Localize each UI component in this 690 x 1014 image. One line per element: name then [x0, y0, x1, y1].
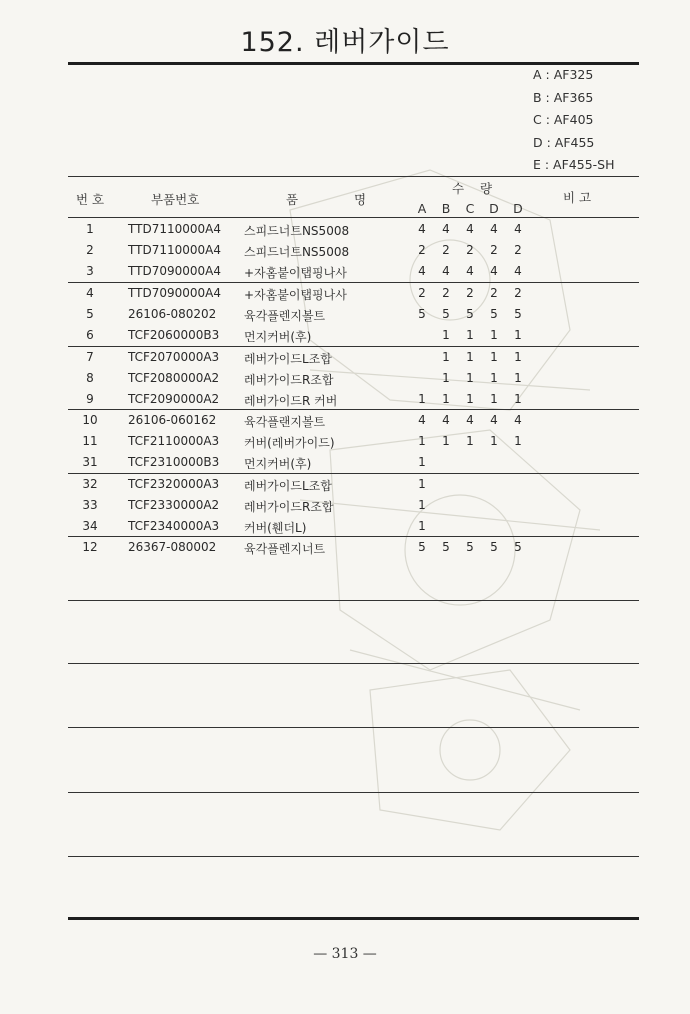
model-a: A : AF325 — [533, 67, 594, 82]
bottom-rule — [68, 917, 639, 920]
table-row — [68, 348, 639, 369]
header-rule — [68, 217, 639, 218]
model-legend — [533, 66, 615, 179]
qty-a: 4 — [418, 413, 426, 427]
qty-e: 4 — [514, 222, 522, 236]
row-name: +자홈붙이탭핑나사 — [244, 266, 347, 280]
header-qty-2: 량 — [480, 181, 493, 196]
qty-c: 5 — [466, 307, 474, 321]
header-qty-col: D — [513, 201, 523, 216]
model-d: D : AF455 — [533, 134, 595, 150]
row-part-no: TCF2320000A3 — [128, 477, 220, 491]
row-part-no: TCF2060000B3 — [128, 328, 220, 342]
qty-c: 4 — [466, 222, 474, 236]
qty-d: 1 — [490, 350, 498, 364]
qty-d: 4 — [490, 413, 498, 427]
title-rule — [68, 62, 639, 65]
row-part-no: TTD7090000A4 — [128, 286, 221, 300]
table-row — [68, 284, 639, 305]
qty-c: 5 — [466, 540, 474, 554]
blank-rule — [68, 792, 639, 793]
model-c: C : AF405 — [533, 112, 594, 127]
qty-c: 1 — [466, 371, 474, 385]
qty-b: 1 — [442, 371, 450, 385]
table-row — [68, 453, 639, 474]
blank-rule — [68, 663, 639, 664]
row-part-no: TCF2110000A3 — [128, 434, 220, 448]
row-name: 레버가이드R조합 — [244, 500, 334, 514]
qty-e: 4 — [514, 413, 522, 427]
model-e: E : AF455-SH — [533, 157, 615, 172]
qty-d: 5 — [490, 307, 498, 321]
page-title: 152. 레버가이드 — [240, 27, 450, 58]
row-no: 10 — [82, 413, 98, 427]
table-row — [68, 411, 639, 432]
qty-d: 4 — [490, 222, 498, 236]
qty-e: 4 — [514, 264, 522, 278]
blank-rule — [68, 856, 639, 857]
row-name: 커버(레버가이드) — [244, 436, 335, 450]
row-no: 1 — [86, 222, 94, 236]
qty-e: 1 — [514, 350, 522, 364]
row-name: 육각플렌지볼트 — [244, 309, 326, 323]
row-name: +자홈붙이탭핑나사 — [244, 288, 347, 302]
qty-b: 4 — [442, 264, 450, 278]
row-no: 8 — [86, 371, 94, 385]
qty-a: 4 — [418, 222, 426, 236]
group-rule — [68, 409, 639, 410]
qty-e: 1 — [514, 434, 522, 448]
qty-a: 1 — [418, 434, 426, 448]
header-qty-col: A — [417, 201, 427, 216]
row-no: 11 — [82, 434, 98, 448]
qty-e: 1 — [514, 328, 522, 342]
qty-e: 2 — [514, 243, 522, 257]
qty-a: 1 — [418, 519, 426, 533]
qty-a: 1 — [418, 455, 426, 469]
row-name: 레버가이드L조합 — [244, 352, 332, 366]
table-row — [68, 496, 639, 517]
qty-b: 5 — [442, 307, 450, 321]
table-row — [68, 517, 639, 538]
qty-c: 1 — [466, 328, 474, 342]
row-name: 스피드너트NS5008 — [244, 245, 350, 259]
table-row — [68, 390, 639, 411]
qty-b: 2 — [442, 286, 450, 300]
header-name-1: 품 — [286, 192, 299, 207]
row-no: 12 — [82, 540, 98, 554]
qty-d: 2 — [490, 286, 498, 300]
row-no: 3 — [86, 264, 94, 278]
row-no: 7 — [86, 350, 94, 364]
qty-b: 4 — [442, 413, 450, 427]
qty-d: 5 — [490, 540, 498, 554]
table-row — [68, 369, 639, 390]
qty-c: 1 — [466, 434, 474, 448]
row-no: 9 — [86, 392, 94, 406]
row-no: 33 — [82, 498, 98, 512]
qty-c: 2 — [466, 286, 474, 300]
qty-b: 1 — [442, 328, 450, 342]
qty-d: 1 — [490, 392, 498, 406]
header-qty-col: C — [465, 201, 475, 216]
row-part-no: TTD7110000A4 — [128, 222, 221, 236]
row-part-no: TCF2310000B3 — [128, 455, 220, 469]
qty-a: 5 — [418, 307, 426, 321]
qty-a: 4 — [418, 264, 426, 278]
header-qty-1: 수 — [452, 181, 465, 196]
header-name-2: 명 — [354, 192, 367, 207]
header-remark: 비 고 — [563, 190, 592, 205]
table-row — [68, 241, 639, 262]
row-no: 6 — [86, 328, 94, 342]
table-row — [68, 326, 639, 347]
row-name: 육각플렌지너트 — [244, 542, 326, 556]
qty-d: 2 — [490, 243, 498, 257]
qty-a: 1 — [418, 477, 426, 491]
header-qty-col: B — [441, 201, 451, 216]
row-no: 31 — [82, 455, 98, 469]
table-row — [68, 220, 639, 241]
row-part-no: TTD7110000A4 — [128, 243, 221, 257]
qty-c: 1 — [466, 350, 474, 364]
row-part-no: TCF2330000A2 — [128, 498, 220, 512]
row-name: 레버가이드L조합 — [244, 479, 332, 493]
qty-a: 1 — [418, 498, 426, 512]
qty-c: 2 — [466, 243, 474, 257]
row-name: 육각플랜지볼트 — [244, 415, 326, 429]
row-name: 먼지커버(후) — [244, 330, 312, 344]
group-rule — [68, 282, 639, 283]
row-no: 2 — [86, 243, 94, 257]
group-rule — [68, 346, 639, 347]
qty-e: 1 — [514, 392, 522, 406]
qty-a: 5 — [418, 540, 426, 554]
qty-c: 1 — [466, 392, 474, 406]
qty-a: 2 — [418, 243, 426, 257]
row-part-no: TCF2340000A3 — [128, 519, 220, 533]
group-rule — [68, 536, 639, 537]
qty-a: 2 — [418, 286, 426, 300]
qty-d: 1 — [490, 434, 498, 448]
row-name: 커버(휀더L) — [244, 521, 307, 535]
header-no: 번 호 — [76, 192, 105, 207]
qty-b: 2 — [442, 243, 450, 257]
qty-d: 1 — [490, 371, 498, 385]
qty-e: 1 — [514, 371, 522, 385]
header-part-no: 부품번호 — [151, 192, 200, 207]
table-row — [68, 475, 639, 496]
qty-b: 1 — [442, 434, 450, 448]
model-b: B : AF365 — [533, 89, 594, 105]
qty-d: 1 — [490, 328, 498, 342]
row-name: 레버가이드R조합 — [244, 373, 334, 387]
row-part-no: TTD7090000A4 — [128, 264, 221, 278]
table-row — [68, 538, 639, 559]
page-number: — 313 — — [313, 946, 377, 962]
qty-a: 1 — [418, 392, 426, 406]
table-row — [68, 262, 639, 283]
row-part-no: TCF2090000A2 — [128, 392, 220, 406]
qty-b: 1 — [442, 392, 450, 406]
table-row — [68, 305, 639, 326]
qty-c: 4 — [466, 413, 474, 427]
row-no: 32 — [82, 477, 98, 491]
qty-e: 5 — [514, 540, 522, 554]
row-name: 먼지커버(후) — [244, 457, 312, 471]
group-rule — [68, 473, 639, 474]
qty-b: 4 — [442, 222, 450, 236]
row-part-no: 26106-080202 — [128, 307, 217, 321]
row-part-no: 26367-080002 — [128, 540, 217, 554]
qty-b: 5 — [442, 540, 450, 554]
qty-e: 2 — [514, 286, 522, 300]
row-name: 스피드너트NS5008 — [244, 224, 350, 238]
blank-rule — [68, 600, 639, 601]
table-top-rule — [68, 176, 639, 177]
blank-rule — [68, 727, 639, 728]
row-no: 5 — [86, 307, 94, 321]
row-part-no: TCF2080000A2 — [128, 371, 220, 385]
row-no: 34 — [82, 519, 98, 533]
header-qty-col: D — [489, 201, 499, 216]
table-row — [68, 432, 639, 453]
row-part-no: 26106-060162 — [128, 413, 217, 427]
row-no: 4 — [86, 286, 94, 300]
qty-c: 4 — [466, 264, 474, 278]
qty-d: 4 — [490, 264, 498, 278]
qty-b: 1 — [442, 350, 450, 364]
row-name: 레버가이드R 커버 — [244, 394, 338, 408]
row-part-no: TCF2070000A3 — [128, 350, 220, 364]
qty-e: 5 — [514, 307, 522, 321]
